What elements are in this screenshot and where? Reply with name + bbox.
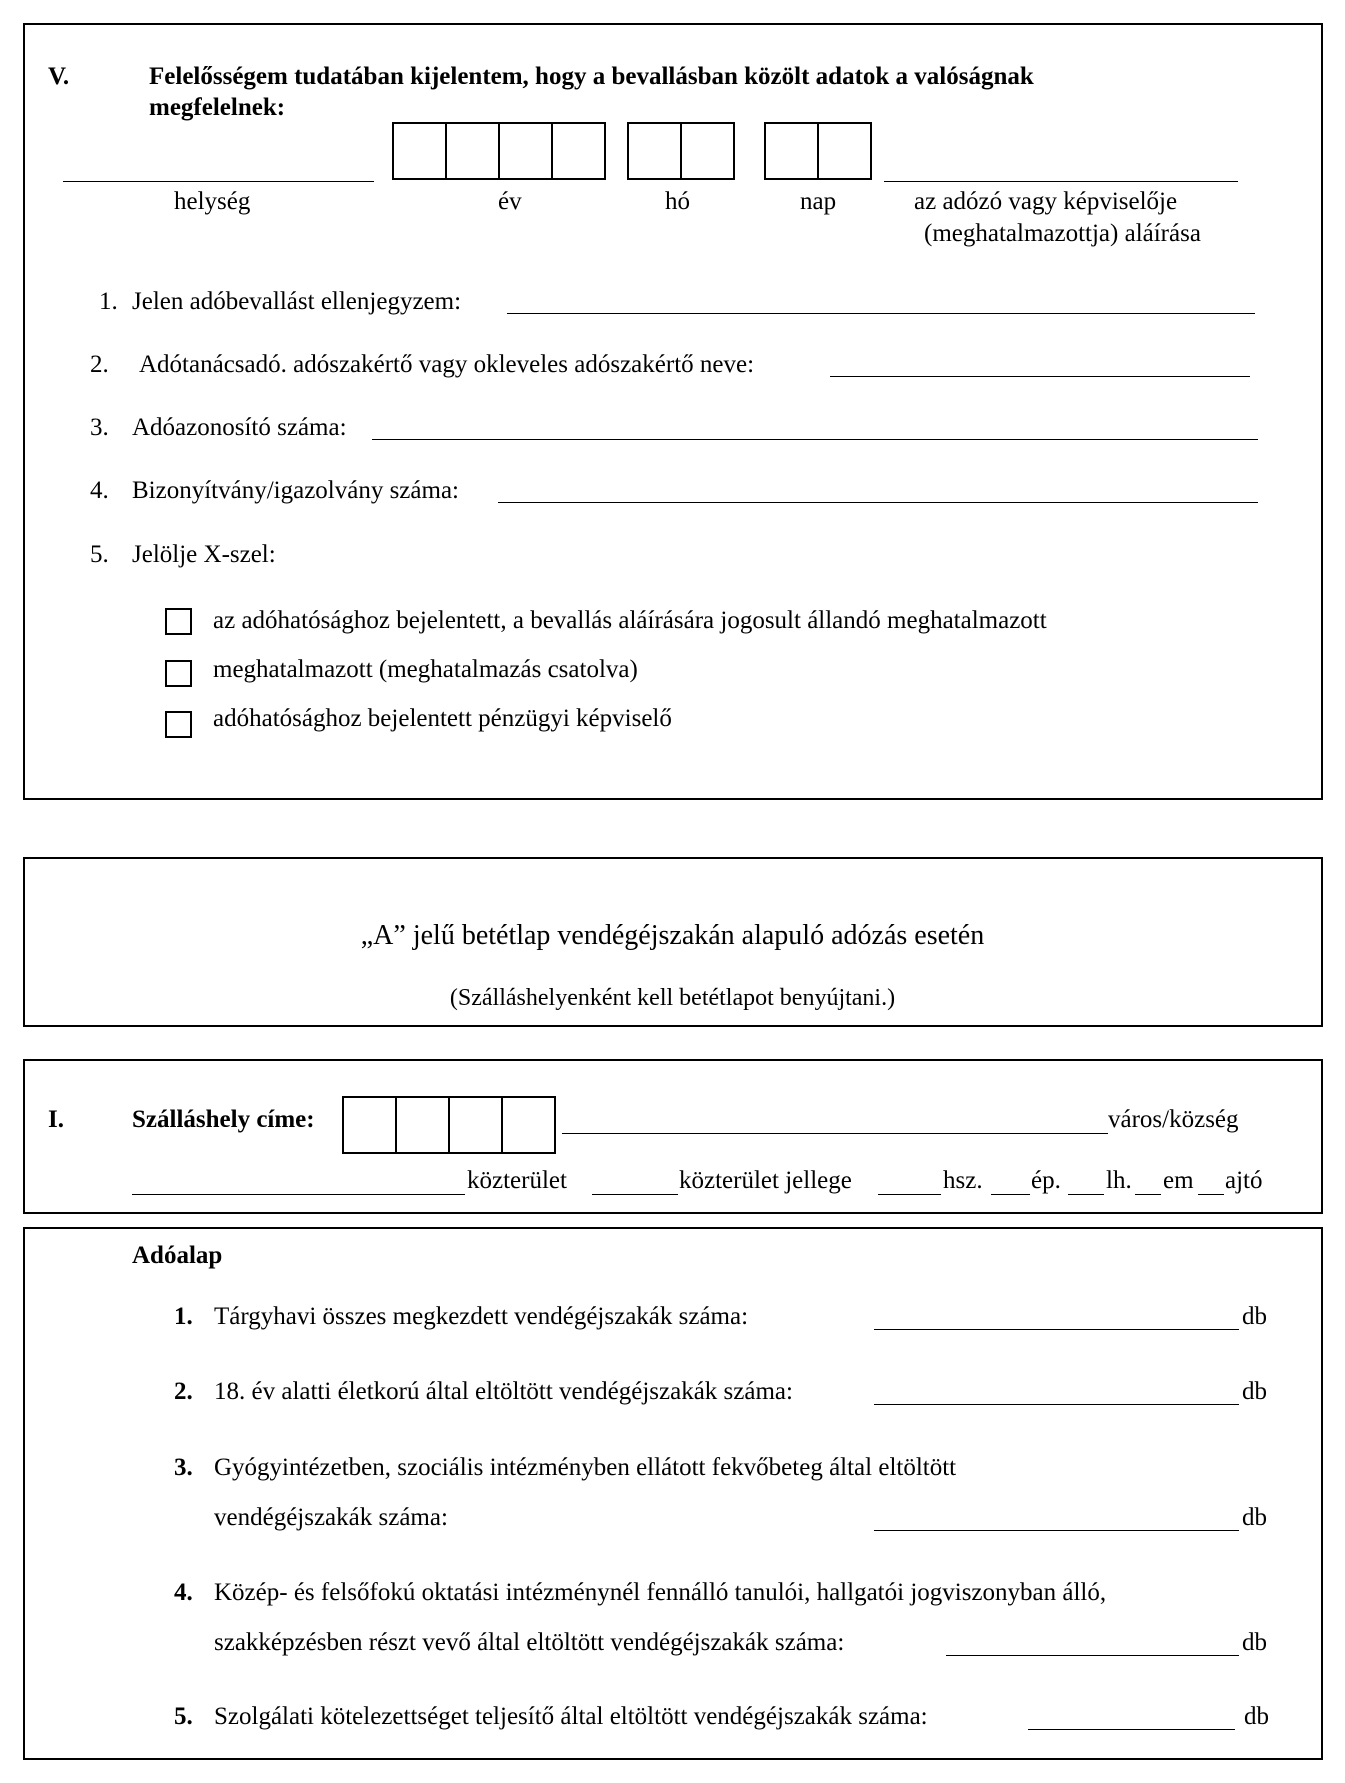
building-label: ép. <box>1031 1167 1061 1194</box>
postal-code-digit[interactable] <box>344 1098 397 1152</box>
year-digit[interactable] <box>447 124 500 178</box>
signature-field[interactable] <box>884 156 1238 182</box>
unit-label: db <box>1242 1629 1267 1656</box>
building-field[interactable] <box>991 1169 1030 1195</box>
countersign-label: Jelen adóbevallást ellenjegyzem: <box>132 288 462 315</box>
inpatient-guest-nights-label-cont: vendégéjszakák száma: <box>214 1504 448 1531</box>
staircase-field[interactable] <box>1068 1169 1104 1195</box>
authorized-representative-label: meghatalmazott (meghatalmazás csatolva) <box>213 656 638 683</box>
month-digit[interactable] <box>629 124 682 178</box>
house-number-label: hsz. <box>943 1167 983 1194</box>
month-digit-boxes[interactable] <box>627 122 735 180</box>
place-field[interactable] <box>63 156 374 182</box>
day-digit[interactable] <box>766 124 819 178</box>
financial-representative-label: adóhatósághoz bejelentett pénzügyi képviselő <box>213 705 672 732</box>
tax-base-title: Adóalap <box>132 1242 223 1269</box>
tax-base-item-number: 3. <box>174 1454 193 1481</box>
postal-code-digit[interactable] <box>450 1098 503 1152</box>
certificate-number-label: Bizonyítvány/igazolvány száma: <box>132 477 459 504</box>
signature-label: az adózó vagy képviselője <box>914 188 1178 215</box>
tax-base-item-number: 1. <box>174 1303 193 1330</box>
year-digit[interactable] <box>553 124 604 178</box>
service-duty-guest-nights-label: Szolgálati kötelezettséget teljesítő által eltöltött vendégéjszakák száma: <box>214 1703 928 1730</box>
year-digit[interactable] <box>500 124 553 178</box>
year-label: év <box>498 188 522 215</box>
authorized-representative-checkbox[interactable] <box>165 660 192 687</box>
postal-code-digit[interactable] <box>503 1098 554 1152</box>
advisor-name-field[interactable] <box>830 351 1250 377</box>
unit-label: db <box>1244 1703 1269 1730</box>
tax-id-field[interactable] <box>372 414 1258 440</box>
item-number: 4. <box>90 477 109 504</box>
unit-label: db <box>1242 1378 1267 1405</box>
city-label: város/község <box>1108 1106 1239 1133</box>
month-label: hó <box>665 188 690 215</box>
item-number: 5. <box>90 541 109 568</box>
day-digit-boxes[interactable] <box>764 122 872 180</box>
inpatient-guest-nights-field[interactable] <box>874 1505 1239 1531</box>
permanent-representative-label: az adóhatósághoz bejelentett, a bevallás aláírására jogosult állandó meghatalmazott <box>213 607 1047 634</box>
mark-with-x-label: Jelölje X-szel: <box>132 541 276 568</box>
service-duty-guest-nights-field[interactable] <box>1028 1704 1235 1730</box>
door-field[interactable] <box>1198 1169 1224 1195</box>
student-guest-nights-label: Közép- és felsőfokú oktatási intézménynél fennálló tanulói, hallgatói jogviszonyban álló, <box>214 1579 1107 1606</box>
day-digit[interactable] <box>819 124 870 178</box>
unit-label: db <box>1242 1303 1267 1330</box>
year-digit-boxes[interactable] <box>392 122 606 180</box>
month-digit[interactable] <box>682 124 733 178</box>
street-name-field[interactable] <box>132 1169 465 1195</box>
item-number: 1. <box>99 288 118 315</box>
certificate-number-field[interactable] <box>498 477 1258 503</box>
item-number: 2. <box>90 351 109 378</box>
city-field[interactable] <box>562 1108 1108 1134</box>
total-guest-nights-label: Tárgyhavi összes megkezdett vendégéjszakák száma: <box>214 1303 749 1330</box>
declaration-text: Felelősségem tudatában kijelentem, hogy a bevallásban közölt adatok a valóságnak <box>149 63 1034 90</box>
street-label: közterület <box>467 1167 567 1194</box>
place-label: helység <box>174 188 251 215</box>
total-guest-nights-field[interactable] <box>874 1304 1239 1330</box>
tax-base-item-number: 4. <box>174 1579 193 1606</box>
section-v-number: V. <box>48 63 70 90</box>
section-i-number: I. <box>48 1106 64 1133</box>
tax-base-item-number: 5. <box>174 1703 193 1730</box>
postal-code-digit[interactable] <box>397 1098 450 1152</box>
insert-sheet-subtitle: (Szálláshelyenként kell betétlapot benyújtani.) <box>449 985 896 1011</box>
signature-label-cont: (meghatalmazottja) aláírása <box>924 220 1201 247</box>
tax-id-label: Adóazonosító száma: <box>132 414 347 441</box>
student-guest-nights-field[interactable] <box>946 1630 1239 1656</box>
year-digit[interactable] <box>394 124 447 178</box>
door-label: ajtó <box>1225 1167 1263 1194</box>
insert-sheet-title: „A” jelű betétlap vendégéjszakán alapuló adózás esetén <box>360 920 985 951</box>
under-18-guest-nights-field[interactable] <box>874 1379 1239 1405</box>
staircase-label: lh. <box>1106 1167 1132 1194</box>
day-label: nap <box>800 188 837 215</box>
accommodation-address-label: Szálláshely címe: <box>132 1106 315 1133</box>
street-type-label: közterület jellege <box>679 1167 852 1194</box>
tax-base-item-number: 2. <box>174 1378 193 1405</box>
floor-label: em <box>1163 1167 1194 1194</box>
countersign-field[interactable] <box>507 288 1255 314</box>
declaration-text-cont: megfelelnek: <box>149 94 286 121</box>
under-18-guest-nights-label: 18. év alatti életkorú által eltöltött vendégéjszakák száma: <box>214 1378 793 1405</box>
street-type-field[interactable] <box>592 1169 678 1195</box>
item-number: 3. <box>90 414 109 441</box>
advisor-name-label: Adótanácsadó. adószakértő vagy okleveles adószakértő neve: <box>139 351 755 378</box>
permanent-representative-checkbox[interactable] <box>165 608 192 635</box>
floor-field[interactable] <box>1135 1169 1161 1195</box>
inpatient-guest-nights-label: Gyógyintézetben, szociális intézményben ellátott fekvőbeteg által eltöltött <box>214 1454 957 1481</box>
student-guest-nights-label-cont: szakképzésben részt vevő által eltöltött vendégéjszakák száma: <box>214 1629 845 1656</box>
financial-representative-checkbox[interactable] <box>165 711 192 738</box>
unit-label: db <box>1242 1504 1267 1531</box>
postal-code-boxes[interactable] <box>342 1096 556 1154</box>
house-number-field[interactable] <box>878 1169 941 1195</box>
